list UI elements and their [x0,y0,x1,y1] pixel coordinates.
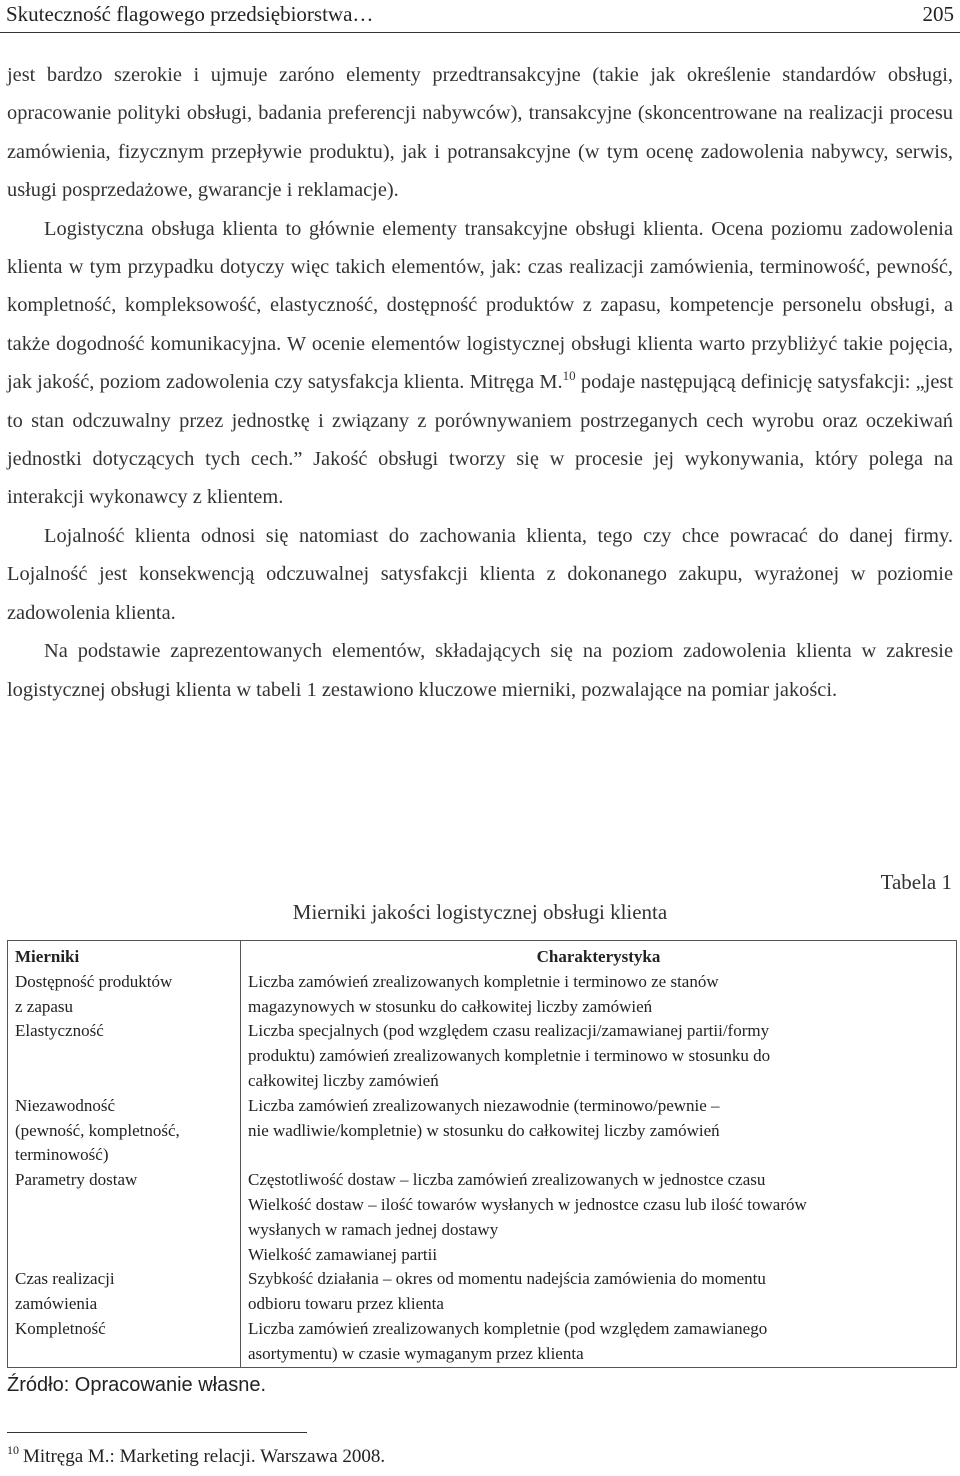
table-header-row [8,941,957,970]
metric-cell [8,1168,241,1267]
description-cell [241,1317,957,1367]
table-row [8,1019,957,1093]
description-line: odbioru towaru przez klienta [248,1294,444,1314]
header-metrics: Mierniki [8,941,241,970]
metric-cell [8,1094,241,1168]
description-cell [241,1168,957,1267]
table-row [8,970,957,1020]
running-title: Skuteczność flagowego przedsiębiorstwa… [6,2,374,26]
table-source: Źródło: Opracowanie własne. [7,1374,267,1396]
footnote-text: Mitręga M.: Marketing relacji. Warszawa 2008. [23,1446,386,1467]
description-cell [241,970,957,1020]
description-line: wysłanych w ramach jednej dostawy [248,1219,499,1239]
description-line: Szybkość działania – okres od momentu nadejścia zamówienia do momentu [248,1269,766,1289]
description-line: Liczba zamówień zrealizowanych kompletnie (pod względem zamawianego [248,1318,768,1338]
metric-cell [8,970,241,1020]
description-line: produktu) zamówień zrealizowanych kompletnie i terminowo w stosunku do [248,1046,771,1066]
metric-line: Elastyczność [15,1021,104,1041]
metric-line: Niezawodność [15,1095,116,1115]
table-row [8,1094,957,1168]
running-header [0,0,960,33]
footnote-separator [7,1432,307,1433]
table-label: Tabela 1 [880,870,952,894]
description-line: Częstotliwość dostaw – liczba zamówień zrealizowanych w jednostce czasu [248,1170,766,1190]
paragraph-4: Na podstawie zaprezentowanych elementów, składających się na poziom zadowolenia klienta w zakresie logistycznej obsługi klienta w tabeli 1 zestawiono kluczowe mierniki, pozwalające na pomiar jakości. [7,640,953,701]
description-line: magazynowych w stosunku do całkowitej liczby zamówień [248,996,653,1016]
description-cell [241,1267,957,1317]
description-line: Wielkość dostaw – ilość towarów wysłanych w jednostce czasu lub ilość towarów [248,1194,807,1214]
metric-cell [8,1019,241,1093]
header-characteristics: Charakterystyka [241,941,957,970]
metric-line: Kompletność [15,1318,106,1338]
metric-cell [8,1267,241,1317]
footnote-number: 10 [7,1442,19,1457]
metrics-table [7,940,957,1368]
table-body [8,970,957,1367]
paragraph-2-continued: podaje następującą definicję satysfakcji: „jest to stan odczuwalny przez jednostkę i związany z porównywaniem postrzeganych cech wyrobu oraz oczekiwań jednostki dotyczących tych cech.” Jakość obsługi tworzy się w procesie jej wykonywania, który polega na interakcji wykonawcy z klientem. [7,371,953,509]
footnote-reference: 10 [562,368,576,384]
description-line: Liczba zamówień zrealizowanych kompletnie i terminowo ze stanów [248,971,719,991]
metric-line: zamówienia [15,1294,98,1314]
description-line: Wielkość zamawianej partii [248,1244,438,1264]
metric-line: z zapasu [15,996,74,1016]
metric-line: Dostępność produktów [15,971,173,991]
paragraph-2-text: Logistyczna obsługa klienta to głównie elementy transakcyjne obsługi klienta. Ocena poziomu zadowolenia klienta w tym przypadku dotyczy więc takich elementów, jak: czas realizacji zamówienia, terminowość, pewność, kompletność, kompleksowość, elastyczność, dostępność produktów z zapasu, kompetencje personelu obsługi, a także dogodność komunikacyjna. W ocenie elementów logistycznej obsługi klienta warto przybliżyć takie pojęcia, jak jakość, poziom zadowolenia czy satysfakcja klienta. Mitręga M. [7,217,953,394]
description-line: asortymentu) w czasie wymaganym przez klienta [248,1343,584,1363]
description-line: całkowitej liczby zamówień [248,1070,439,1090]
paragraph-3: Lojalność klienta odnosi się natomiast do zachowania klienta, tego czy chce powracać do danej firmy. Lojalność jest konsekwencją odczuwalnej satysfakcji klienta z dokonanego zakupu, wyrażonej w poziomie zadowolenia klienta. [7,524,953,624]
table-title: Mierniki jakości logistycznej obsługi klienta [292,900,668,924]
description-cell [241,1019,957,1093]
footnote [7,1444,385,1470]
page-number: 205 [922,2,954,26]
description-line: Liczba zamówień zrealizowanych niezawodnie (terminowo/pewnie – [248,1095,720,1115]
metric-line: terminowość) [15,1145,109,1165]
metric-line: Parametry dostaw [15,1170,138,1190]
body-text [7,56,953,709]
table-row [8,1267,957,1317]
description-cell [241,1094,957,1168]
description-line: nie wadliwie/kompletnie) w stosunku do całkowitej liczby zamówień [248,1120,720,1140]
table-row [8,1168,957,1267]
paragraph-2 [7,210,953,517]
paragraph-1: jest bardzo szerokie i ujmuje zaróno elementy przedtransakcyjne (takie jak określenie standardów obsługi, opracowanie polityki obsługi, badania preferencji nabywców), transakcyjne (skoncentrowane na realizacji procesu zamówienia, fizycznym przepływie produktu), jak i potransakcyjne (w tym ocenę zadowolenia nabywcy, serwis, usługi posprzedażowe, gwarancje i reklamacje). [7,64,953,202]
table-row [8,1317,957,1367]
metric-line: (pewność, kompletność, [15,1120,180,1140]
description-line: Liczba specjalnych (pod względem czasu realizacji/zamawianej partii/formy [248,1021,770,1041]
metric-cell [8,1317,241,1367]
metric-line: Czas realizacji [15,1269,115,1289]
